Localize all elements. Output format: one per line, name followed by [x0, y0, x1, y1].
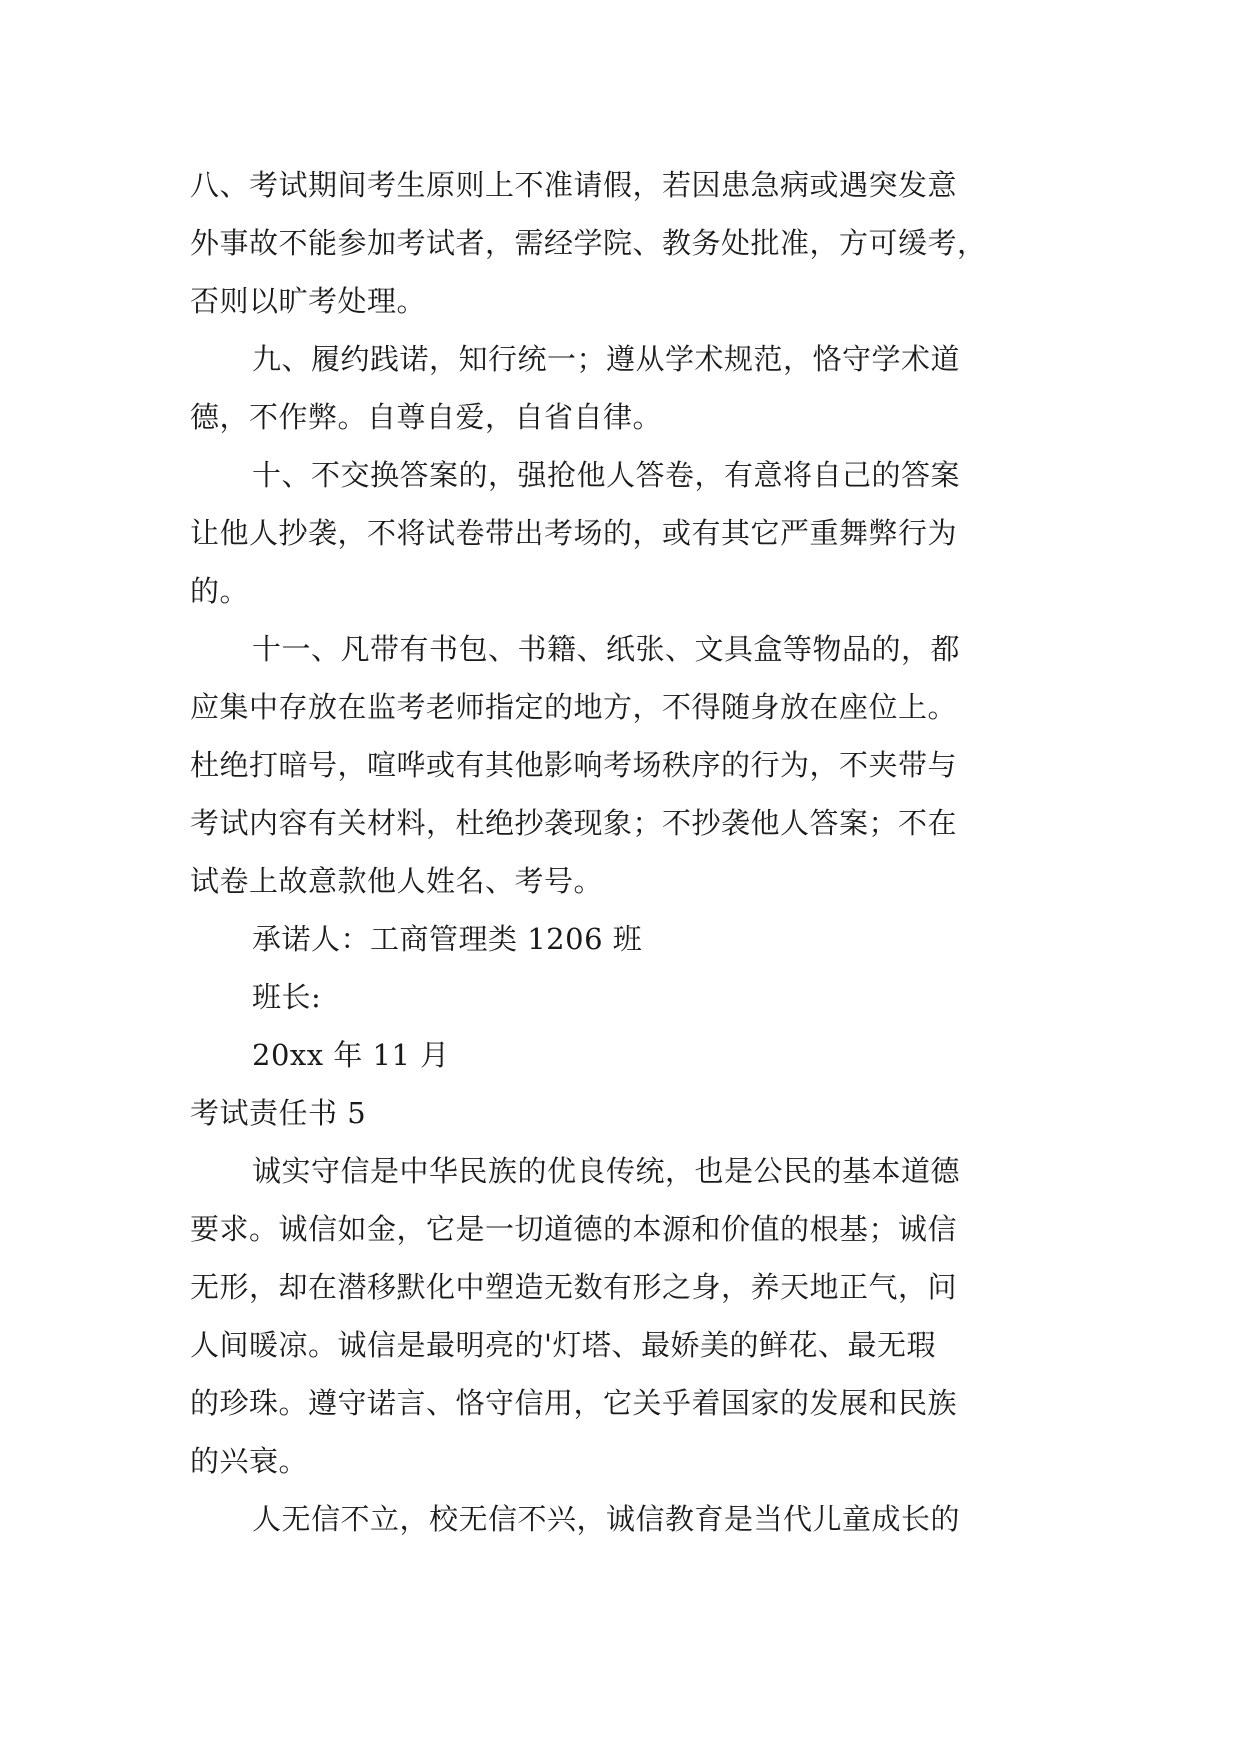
text-line: 让他人抄袭，不将试卷带出考场的，或有其它严重舞弊行为: [190, 516, 958, 550]
text-line: 试卷上故意款他人姓名、考号。: [190, 864, 604, 898]
signatory-line: 承诺人：工商管理类 1206 班: [252, 922, 643, 956]
text-line: 人无信不立，校无信不兴，诚信教育是当代儿童成长的: [252, 1502, 961, 1536]
text-line: 九、履约践诺，知行统一；遵从学术规范，恪守学术道: [252, 342, 961, 376]
text-line: 应集中存放在监考老师指定的地方，不得随身放在座位上。: [190, 690, 958, 724]
document-body: [190, 156, 1070, 1548]
text-line: 的珍珠。遵守诺言、恪守信用，它关乎着国家的发展和民族: [190, 1386, 958, 1420]
text-line: 考试内容有关材料，杜绝抄袭现象；不抄袭他人答案；不在: [190, 806, 958, 840]
text-line: 的兴衰。: [190, 1444, 309, 1478]
section-heading: 考试责任书 5: [190, 1096, 367, 1130]
text-line: 杜绝打暗号，喧哗或有其他影响考场秩序的行为，不夹带与: [190, 748, 958, 782]
date-line: 20xx 年 11 月: [252, 1038, 450, 1072]
text-line: 十一、凡带有书包、书籍、纸张、文具盒等物品的，都: [252, 632, 961, 666]
text-line: 要求。诚信如金，它是一切道德的本源和价值的根基；诚信: [190, 1212, 958, 1246]
text-line: 诚实守信是中华民族的优良传统，也是公民的基本道德: [252, 1154, 961, 1188]
text-line: 外事故不能参加考试者，需经学院、教务处批准，方可缓考，: [190, 226, 987, 260]
text-line: 人间暖凉。诚信是最明亮的'灯塔、最娇美的鲜花、最无瑕: [190, 1328, 936, 1362]
text-line: 德，不作弊。自尊自爱，自省自律。: [190, 400, 663, 434]
monitor-line: 班长:: [252, 980, 322, 1014]
text-line: 的。: [190, 574, 250, 608]
text-line: 十、不交换答案的，强抢他人答卷，有意将自己的答案: [252, 458, 961, 492]
text-line: 否则以旷考处理。: [190, 284, 427, 318]
text-line: 八、考试期间考生原则上不准请假，若因患急病或遇突发意: [190, 168, 958, 202]
text-line: 无形，却在潜移默化中塑造无数有形之身，养天地正气，问: [190, 1270, 958, 1304]
